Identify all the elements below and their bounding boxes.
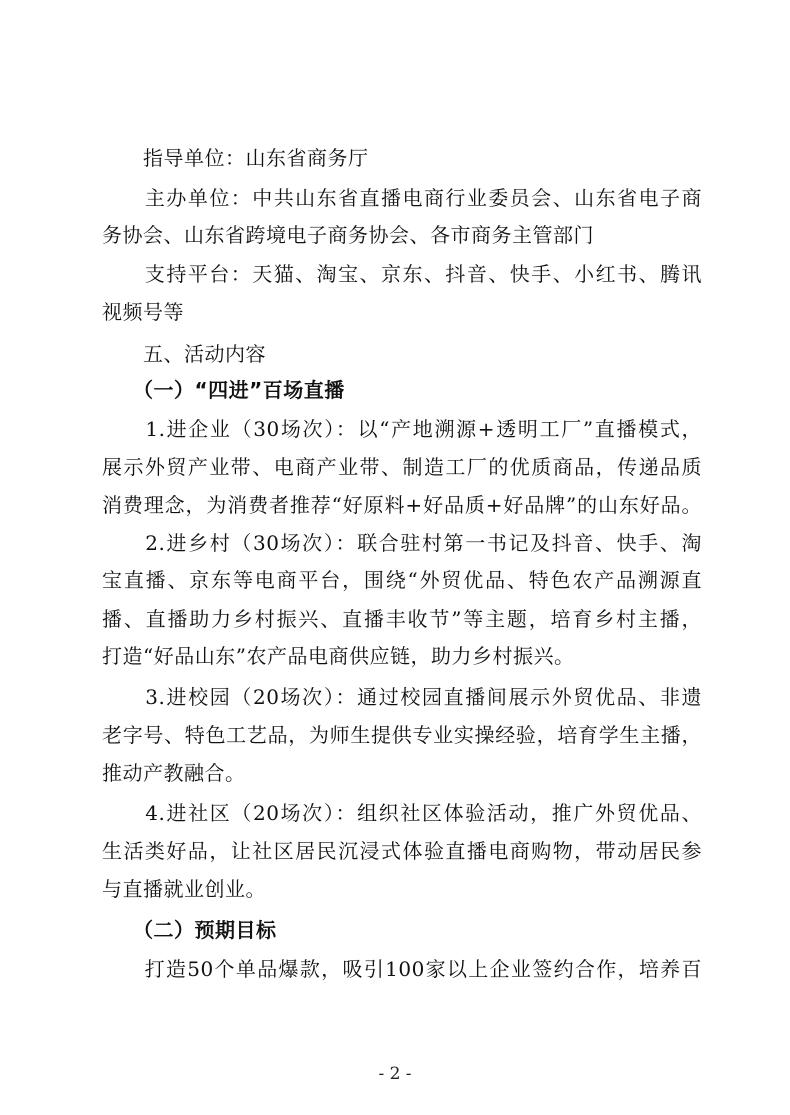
text-line: 支持平台：天猫、淘宝、京东、抖音、快手、小红书、腾讯 <box>102 262 702 286</box>
text-line: 4.进社区（20场次）：组织社区体验活动，推广外贸优品、 <box>102 801 702 825</box>
text-line: 打造“好品山东”农产品电商供应链，助力乡村振兴。 <box>102 644 575 668</box>
page-number: - 2 - <box>378 1064 412 1084</box>
text-line: 消费理念，为消费者推荐“好原料+好品质+好品牌”的山东好品。 <box>102 493 702 517</box>
text-line: 生活类好品，让社区居民沉浸式体验直播电商购物，带动居民参 <box>102 839 702 863</box>
text-line: 老字号、特色工艺品，为师生提供专业实操经验，培育学生主播， <box>102 723 702 747</box>
text-line: 播、直播助力乡村振兴、直播丰收节”等主题，培育乡村主播， <box>102 607 702 631</box>
text-line: 展示外贸产业带、电商产业带、制造工厂的优质商品，传递品质 <box>102 455 702 479</box>
text-line: 视频号等 <box>102 300 184 324</box>
section-heading: 五、活动内容 <box>102 342 266 366</box>
text-line: 主办单位：中共山东省直播电商行业委员会、山东省电子商 <box>102 186 702 210</box>
text-line: 指导单位：山东省商务厅 <box>102 146 369 170</box>
subsection-heading: （一）“四进”百场直播 <box>102 378 345 402</box>
text-line: 打造50个单品爆款，吸引100家以上企业签约合作，培养百 <box>102 957 702 981</box>
subsection-heading: （二）预期目标 <box>102 918 277 942</box>
text-line: 3.进校园（20场次）：通过校园直播间展示外贸优品、非遗 <box>102 685 702 709</box>
text-line: 推动产教融合。 <box>102 761 246 785</box>
text-line: 宝直播、京东等电商平台，围绕“外贸优品、特色农产品溯源直 <box>102 568 702 592</box>
text-line: 务协会、山东省跨境电子商务协会、各市商务主管部门 <box>102 223 594 247</box>
text-line: 1.进企业（30场次）：以“产地溯源+透明工厂”直播模式， <box>102 417 702 441</box>
text-line: 2.进乡村（30场次）：联合驻村第一书记及抖音、快手、淘 <box>102 531 702 555</box>
text-line: 与直播就业创业。 <box>102 877 266 901</box>
